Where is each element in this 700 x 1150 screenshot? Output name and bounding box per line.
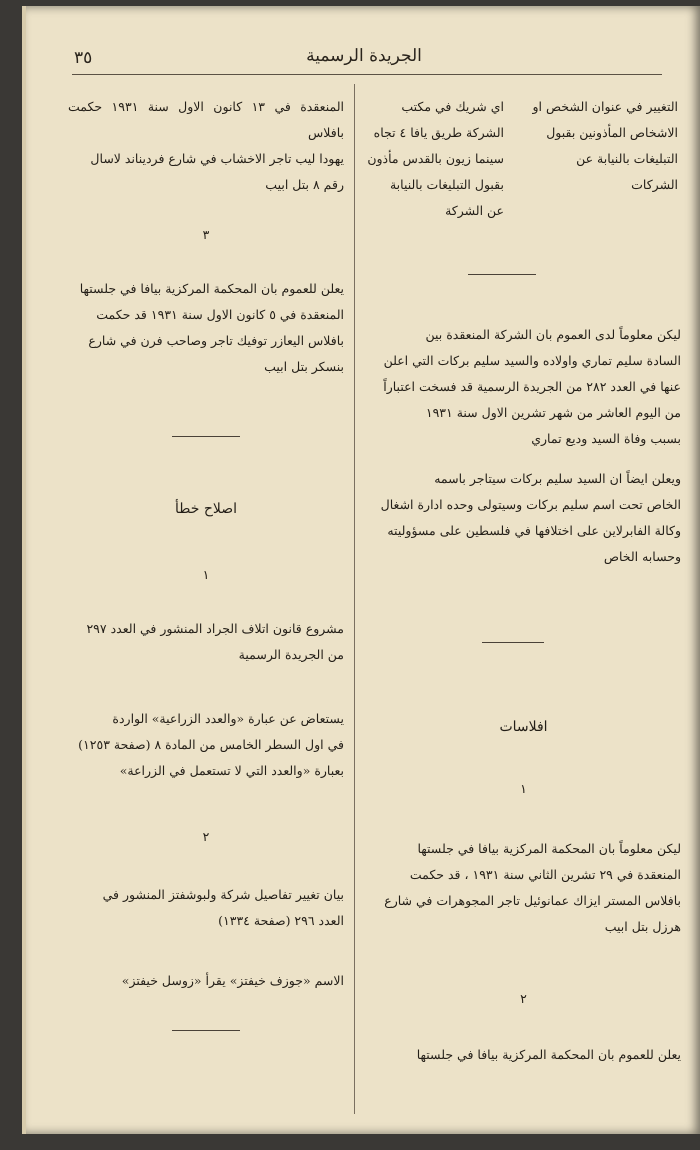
text-line: رقم ٨ بتل ابيب xyxy=(265,177,344,192)
column-divider xyxy=(354,84,355,1114)
text-line: في اول السطر الخامس من المادة ٨ (صفحة ١٢٥٣) xyxy=(78,737,344,752)
text-line: المنعقدة في ٢٩ تشرين الثاني سنة ١٩٣١ ، قد حكمت xyxy=(409,867,681,882)
text-line: العدد ٢٩٦ (صفحة ١٣٣٤) xyxy=(218,913,344,928)
bankruptcy-notice-2 xyxy=(366,1042,681,1068)
text-line: المنعقدة في ١٣ كانون الاول سنة ١٩٣١ حكمت بافلاس xyxy=(68,99,344,140)
bankruptcy-notice-1 xyxy=(366,836,681,940)
text-line: المنعقدة في ٥ كانون الاول سنة ١٩٣١ قد حكمت xyxy=(96,307,344,322)
bankruptcy-heading: افلاسات xyxy=(499,719,548,735)
errata-1-body xyxy=(68,706,344,784)
text-line: التغيير في عنوان الشخص او xyxy=(532,99,678,114)
text-line: بيان تغيير تفاصيل شركة ولبوشفتز المنشور في xyxy=(102,887,344,902)
partner-office-text xyxy=(364,94,504,224)
errata-2-title xyxy=(68,882,344,934)
header-rule xyxy=(72,74,662,75)
item-number: ١ xyxy=(520,781,527,796)
text-line: من اليوم العاشر من شهر تشرين الاول سنة ١٩٣١ xyxy=(425,405,681,420)
errata-2-body: الاسم «جوزف خيفتز» يقرأ «زوسل خيفتز» xyxy=(121,973,344,988)
bankruptcy-notice-continued xyxy=(68,94,344,198)
errata-heading: اصلاح خطأ xyxy=(174,501,238,517)
section-rule xyxy=(172,436,240,437)
text-line: الشركة طريق يافا ٤ تجاه xyxy=(373,125,504,140)
text-line: بقبول التبليغات بالنيابة xyxy=(389,177,504,192)
gazette-page xyxy=(22,6,700,1134)
text-line: يستعاض عن عبارة «والعدد الزراعية» الواردة xyxy=(112,711,344,726)
text-line: يعلن للعموم بان المحكمة المركزية بيافا في جلستها xyxy=(416,1047,681,1062)
text-line: الشركات xyxy=(631,177,678,192)
text-line: بنسكر بتل ابيب xyxy=(264,359,344,374)
text-line: سينما زيون بالقدس مأذون xyxy=(367,151,504,166)
text-line: يعلن للعموم بان المحكمة المركزية بيافا في جلستها xyxy=(79,281,344,296)
text-line: هرزل بتل ابيب xyxy=(604,919,681,934)
errata-1-title xyxy=(68,616,344,668)
text-line: بافلاس اليعازر توفيك تاجر وصاحب فرن في شارع xyxy=(88,333,344,348)
item-number: ٣ xyxy=(202,227,210,242)
text-line: الخاص تحت اسم سليم بركات وسيتولى وحده ادارة اشغال xyxy=(380,497,681,512)
bankruptcy-notice-3 xyxy=(68,276,344,380)
text-line: يهودا ليب تاجر الاخشاب في شارع فرديناند لاسال xyxy=(90,151,344,166)
text-line: بافلاس المستر ايزاك عمانوئيل تاجر المجوهرات في شارع xyxy=(384,893,681,908)
item-number: ٢ xyxy=(202,829,210,844)
text-line: التبليغات بالنيابة عن xyxy=(576,151,678,166)
page-number: ٣٥ xyxy=(74,48,93,68)
text-line: مشروع قانون اتلاف الجراد المنشور في العدد ٢٩٧ xyxy=(86,621,344,636)
own-name-trading-notice xyxy=(366,466,681,570)
text-line: عنها في العدد ٢٨٢ من الجريدة الرسمية قد فسخت اعتباراً xyxy=(383,379,681,394)
text-line: الاشخاص المأذونين بقبول xyxy=(546,125,678,140)
text-line: اي شريك في مكتب xyxy=(401,99,504,114)
text-line: السادة سليم تماري واولاده والسيد سليم بركات التي اعلن xyxy=(383,353,681,368)
partnership-dissolution-notice xyxy=(366,322,681,452)
section-rule xyxy=(172,1030,240,1031)
text-line: ليكن معلوماً بان المحكمة المركزية بيافا في جلستها xyxy=(417,841,681,856)
text-line: وحسابه الخاص xyxy=(603,549,681,564)
change-address-heading xyxy=(508,94,678,198)
item-number: ٢ xyxy=(520,991,527,1006)
section-rule xyxy=(468,274,536,275)
item-number: ١ xyxy=(202,567,210,582)
text-line: وكالة الفابرلاين على اختلافها في فلسطين على مسؤوليته xyxy=(387,523,681,538)
text-line: بسبب وفاة السيد وديع تماري xyxy=(531,431,681,446)
text-line: ويعلن ايضاً ان السيد سليم بركات سيتاجر باسمه xyxy=(434,471,681,486)
text-line: ليكن معلوماً لدى العموم بان الشركة المنعقدة بين xyxy=(425,327,681,342)
text-line: بعبارة «والعدد التي لا تستعمل في الزراعة» xyxy=(119,763,344,778)
page-title: الجريدة الرسمية xyxy=(306,46,422,66)
text-line: من الجريدة الرسمية xyxy=(238,647,344,662)
text-line: عن الشركة xyxy=(445,203,504,218)
section-rule xyxy=(482,642,544,643)
